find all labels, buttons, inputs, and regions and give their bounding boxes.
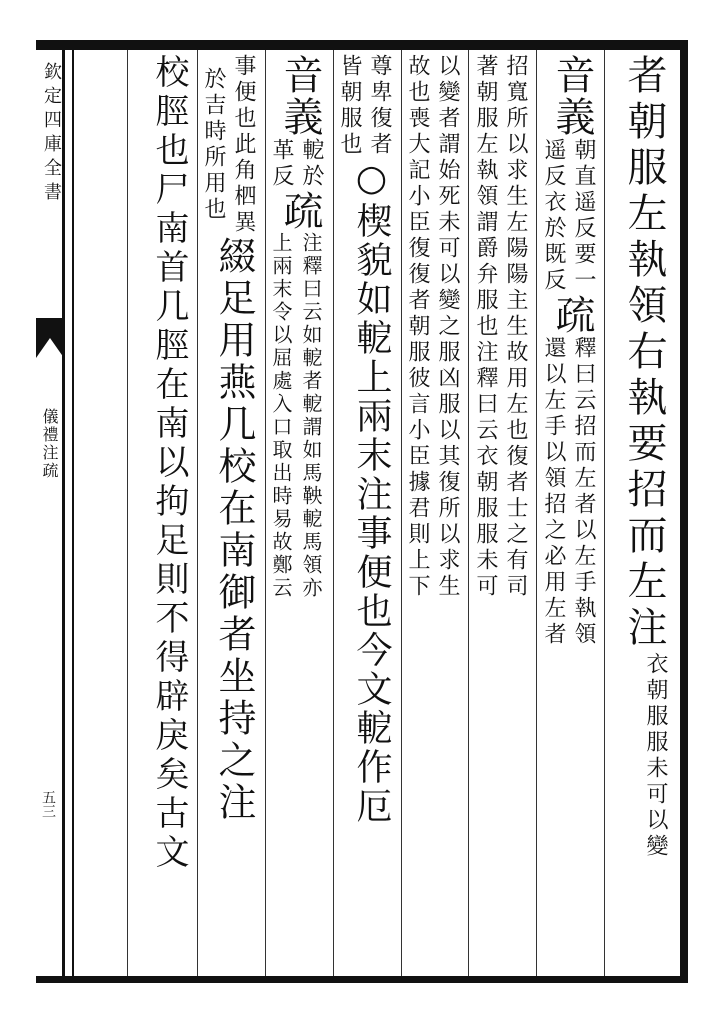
collection-title: 欽定四庫全書 [41, 62, 62, 206]
text-column-2 [540, 54, 604, 648]
margin-rule-right [72, 40, 74, 983]
commentary-right: 注釋曰云如軶者軶謂如馬鞅軶馬領亦 [299, 232, 323, 600]
commentary-left: 著朝服左執領謂爵弁服也注釋曰云衣朝服服未可 [473, 54, 498, 600]
commentary-pair [541, 138, 600, 294]
commentary-right: 衣朝服服未可以變 [643, 652, 668, 860]
commentary-pair [405, 54, 464, 600]
commentary-pair [541, 336, 600, 648]
text-column-4 [404, 54, 468, 600]
top-border [36, 40, 688, 50]
text-column-1 [610, 54, 678, 860]
commentary-pair [269, 232, 328, 600]
main-text: 者朝服左執領右執要招而左注 [621, 54, 667, 652]
commentary-left: 於吉時所用也 [201, 67, 226, 223]
commentary-pair [269, 138, 328, 190]
commentary-left: 故也喪大記小臣復復者朝服彼言小臣據君則上下 [405, 54, 430, 600]
commentary-left: 皆朝服也 [337, 54, 362, 158]
book-title: 儀禮注疏 [40, 408, 59, 480]
column-divider [127, 50, 128, 976]
commentary-pair [616, 652, 672, 860]
section-heading: 疏 [549, 294, 595, 336]
commentary-right: 以變者謂始死未可以變之服凶服以其復所以求生 [435, 54, 460, 600]
text-column-3 [472, 54, 536, 600]
commentary-right: 軶於 [299, 138, 324, 190]
commentary-pair [201, 54, 260, 236]
commentary-left: 上兩末令以屈處入口取出時易故鄭云 [269, 232, 293, 600]
section-heading: 疏 [277, 190, 323, 232]
column-divider [333, 50, 334, 976]
commentary-right: 釋曰云招而左者以左手執領 [571, 336, 596, 648]
bottom-border [36, 976, 688, 983]
text-column-8 [132, 54, 196, 873]
commentary-pair [473, 54, 532, 600]
text-column-6 [268, 54, 332, 600]
section-heading: 音義 [549, 54, 595, 138]
page-number: 五三 [40, 790, 56, 818]
commentary-left: 遥反衣於既反 [541, 138, 566, 294]
column-divider [604, 50, 605, 976]
main-text: 綴足用燕几校在南御者坐持之注 [212, 236, 256, 824]
text-column-7 [200, 54, 264, 824]
commentary-left: 革反 [269, 138, 294, 190]
commentary-pair [337, 54, 396, 158]
fishtail-mark [36, 318, 64, 358]
commentary-right: 招寬所以求生左陽陽主生故用左也復者士之有司 [503, 54, 528, 600]
main-text: ○楔貌如軶上兩末注事便也今文軶作厄 [351, 158, 392, 826]
main-text: 校脛也尸南首几脛在南以拘足則不得辟戾矣古文 [149, 54, 189, 873]
commentary-right: 朝直遥反要一 [571, 138, 596, 294]
right-border [680, 40, 688, 983]
text-column-5 [336, 54, 400, 826]
section-heading: 音義 [277, 54, 323, 138]
commentary-right: 尊卑復者 [367, 54, 392, 158]
commentary-right: 事便也此角柶異 [231, 54, 256, 236]
commentary-left: 還以左手以領招之必用左者 [541, 336, 566, 648]
